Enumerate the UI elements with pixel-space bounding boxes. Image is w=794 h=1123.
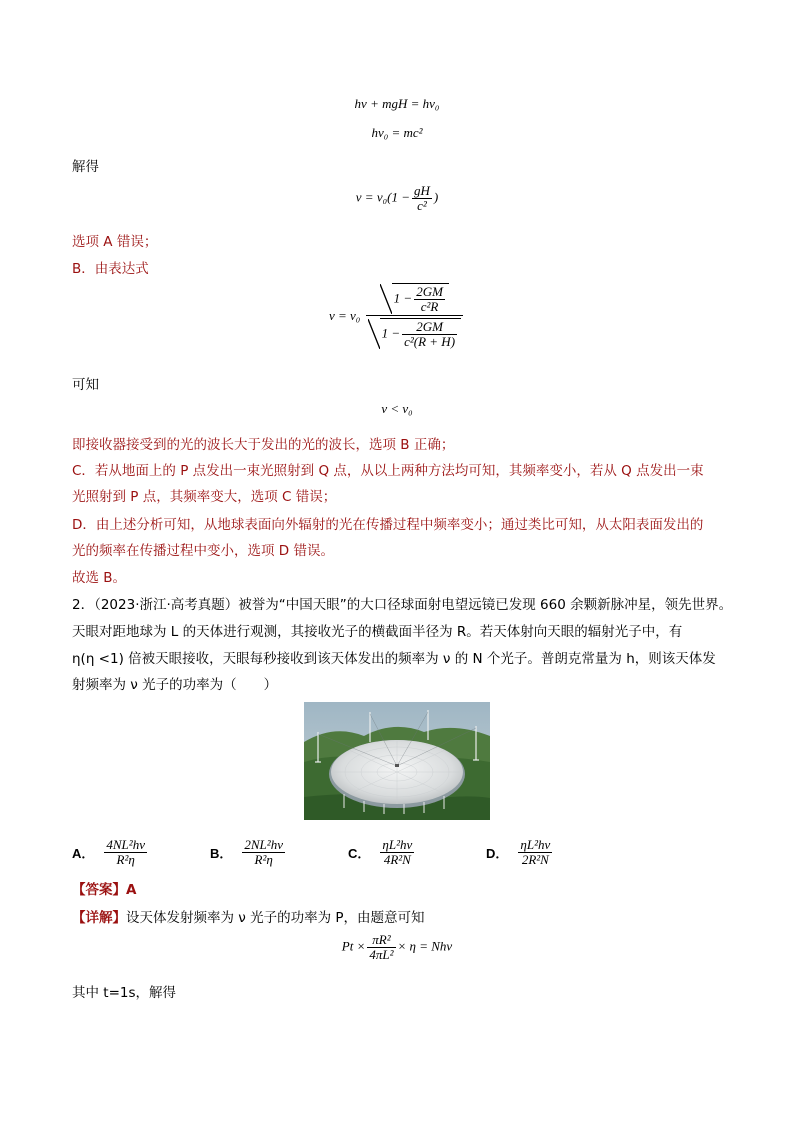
eq6-left: Pt × xyxy=(341,938,366,954)
option-b-label: B． xyxy=(210,845,233,861)
eq3-right: ) xyxy=(433,189,439,205)
option-d-fraction xyxy=(518,838,552,867)
equation-energy: hν + mgH = hν₀ xyxy=(354,96,440,111)
option-a[interactable] xyxy=(72,832,149,872)
eq4-bottom-sqrt xyxy=(380,318,461,349)
fast-telescope-photo xyxy=(304,702,490,820)
eq3-fraction xyxy=(412,184,432,213)
eq3-num: gH xyxy=(413,183,430,198)
option-c-den: 4R²N xyxy=(383,851,411,867)
option-a-num: 4NL²hν xyxy=(106,836,145,852)
option-d-den: 2R²N xyxy=(521,851,549,867)
question2-line3: η(η <1) 倍被天眼接收，天眼每秒接收到该天体发出的频率为 ν 的 N 个光子。普朗克常量为 h，则该天体发 xyxy=(72,651,716,667)
option-a-fraction xyxy=(104,838,147,867)
eq4-denominator xyxy=(366,316,463,349)
option-c-label: C． xyxy=(348,845,371,861)
option-b-fraction xyxy=(242,838,285,867)
eq4-bottom-one: 1 − xyxy=(381,325,401,341)
option-b-heading: B．由表达式 xyxy=(72,261,149,277)
telescope-illustration xyxy=(304,702,490,820)
option-b-num: 2NL²hν xyxy=(244,836,283,852)
eq4-top-one: 1 − xyxy=(393,290,413,306)
known-label: 可知 xyxy=(72,377,99,393)
eq4-numerator xyxy=(366,283,463,316)
eq4-top-den: c²R xyxy=(420,299,439,314)
option-d-label: D． xyxy=(486,845,509,861)
eq4-top-num: 2GM xyxy=(416,284,443,299)
equation-frequency xyxy=(0,184,794,213)
option-c-line2: 光照射到 P 点，其频率变大，选项 C 错误； xyxy=(72,489,337,505)
option-d-line1: D．由上述分析可知，从地球表面向外辐射的光在传播过程中频率变小；通过类比可知，从太阳表面发出的 xyxy=(72,517,704,533)
eq6-num: πR² xyxy=(367,933,395,948)
option-d[interactable] xyxy=(486,832,554,872)
eq4-left: ν = ν₀ xyxy=(328,308,361,323)
detail-line xyxy=(72,906,425,926)
eq4-big-fraction xyxy=(366,283,463,349)
answer-tag: 【答案】A xyxy=(72,882,137,898)
equation-redshift xyxy=(0,283,794,349)
equation-inequality: ν < ν₀ xyxy=(381,401,413,416)
detail-tag: 【详解】 xyxy=(72,910,126,926)
option-c-fraction xyxy=(380,838,414,867)
eq4-top-frac xyxy=(414,285,445,314)
eq4-bot-num: 2GM xyxy=(402,320,457,335)
option-c-num: ηL²hν xyxy=(382,836,413,852)
question2-line1: 2．（2023·浙江·高考真题）被誉为“中国天眼”的大口径球面射电望远镜已发现 660 余颗新脉冲星，领先世界。 xyxy=(72,597,733,613)
option-b-conclusion: 即接收器接受到的光的波长大于发出的光的波长，选项 B 正确； xyxy=(72,437,455,453)
option-b-den: R²η xyxy=(254,851,273,867)
eq6-den: 4πL² xyxy=(369,947,394,962)
option-a-label: A． xyxy=(72,845,95,861)
equation-power xyxy=(0,933,794,962)
eq3-den: c² xyxy=(417,198,427,213)
eq4-bot-den: c²(R + H) xyxy=(404,334,456,349)
eq3-left: ν = ν₀(1 − xyxy=(355,189,410,205)
option-c-line1: C．若从地面上的 P 点发出一束光照射到 Q 点，从以上两种方法均可知，其频率变小，若从 Q 点发出一束 xyxy=(72,463,704,479)
option-a-den: R²η xyxy=(116,851,135,867)
option-d-num: ηL²hν xyxy=(520,836,551,852)
question2-line2: 天眼对距地球为 L 的天体进行观测，其接收光子的横截面半径为 R。若天体射向天眼的辐射光子中，有 xyxy=(72,624,683,640)
question2-line4: 射频率为 ν 光子的功率为（ ） xyxy=(72,677,278,693)
eq6-right: × η = Nhν xyxy=(397,938,453,954)
equation-mass-energy: hν₀ = mc² xyxy=(371,125,423,140)
eq4-bottom-frac xyxy=(402,320,457,349)
option-c[interactable] xyxy=(348,832,416,872)
solve-label: 解得 xyxy=(72,159,99,175)
option-a-verdict: 选项 A 错误； xyxy=(72,234,158,250)
final-line: 其中 t=1s，解得 xyxy=(72,985,177,1001)
detail-text: 设天体发射频率为 ν 光子的功率为 P，由题意可知 xyxy=(126,910,425,926)
eq6-fraction xyxy=(367,933,395,962)
eq4-top-sqrt xyxy=(392,283,449,314)
answer-choice: 故选 B。 xyxy=(72,570,127,586)
option-d-line2: 光的频率在传播过程中变小，选项 D 错误。 xyxy=(72,543,334,559)
option-b[interactable] xyxy=(210,832,287,872)
